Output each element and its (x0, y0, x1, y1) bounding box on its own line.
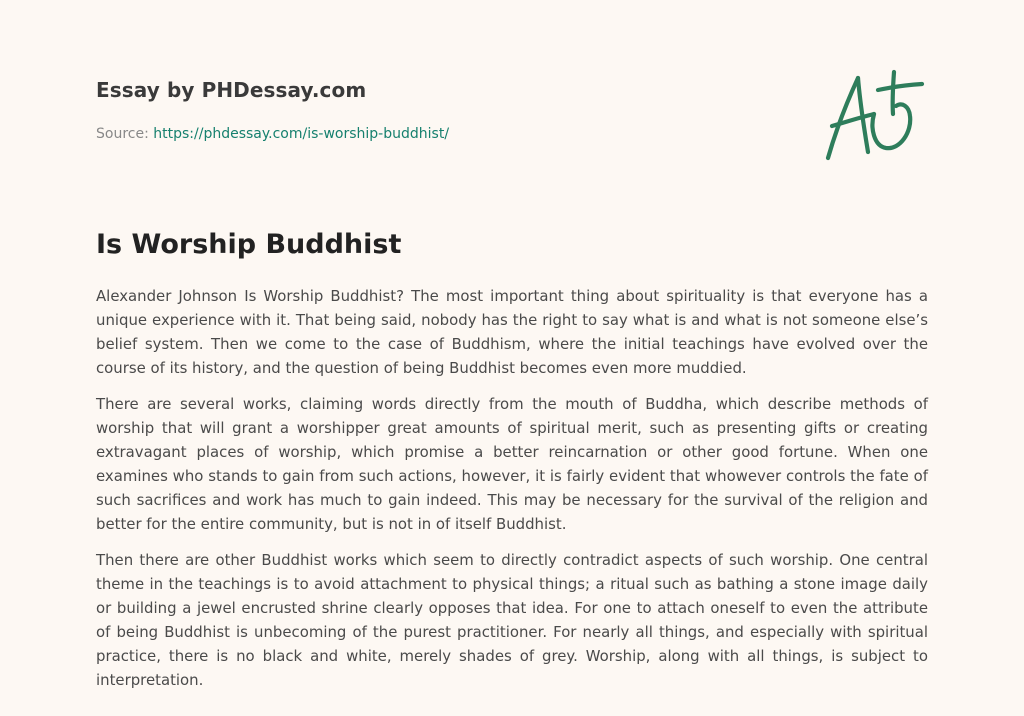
a-plus-grade-icon (822, 68, 926, 164)
source-line (96, 124, 696, 144)
header (96, 76, 696, 144)
paragraph: Alexander Johnson Is Worship Buddhist? The most important thing about spirituality is that everyone has a unique experience with it. That being said, nobody has the right to say what is and what is not someone else’s belief system. Then we come to the case of Buddhism, where the initial teachings have evolved over the course of its history, and the question of being Buddhist becomes even more muddied. (96, 287, 928, 377)
essay-title: Is Worship Buddhist (96, 229, 402, 260)
source-label: Source: (96, 126, 149, 142)
paragraph: There are several works, claiming words directly from the mouth of Buddha, which describe methods of worship that will grant a worshipper great amounts of spiritual merit, such as presenting gifts or creating extravagant places of worship, which promise a better reincarnation or other good fortune. When one examines who stands to gain from such actions, however, it is fairly evident that whowever controls the fate of such sacrifices and work has much to gain indeed. This may be necessary for the survival of the religion and better for the entire community, but is not in of itself Buddhist. (96, 395, 928, 533)
essay-body (96, 284, 928, 704)
site-name: Essay by PHDessay.com (96, 78, 367, 102)
source-link[interactable]: https://phdessay.com/is-worship-buddhist/ (153, 126, 450, 142)
paragraph: Then there are other Buddhist works which seem to directly contradict aspects of such worship. One central theme in the teachings is to avoid attachment to physical things; a ritual such as bathing a stone image daily or building a jewel encrusted shrine clearly opposes that idea. For one to attach oneself to even the attribute of being Buddhist is unbecoming of the purest practitioner. For nearly all things, and especially with spiritual practice, there is no black and white, merely shades of grey. Worship, along with all things, is subject to interpretation. (96, 551, 928, 689)
